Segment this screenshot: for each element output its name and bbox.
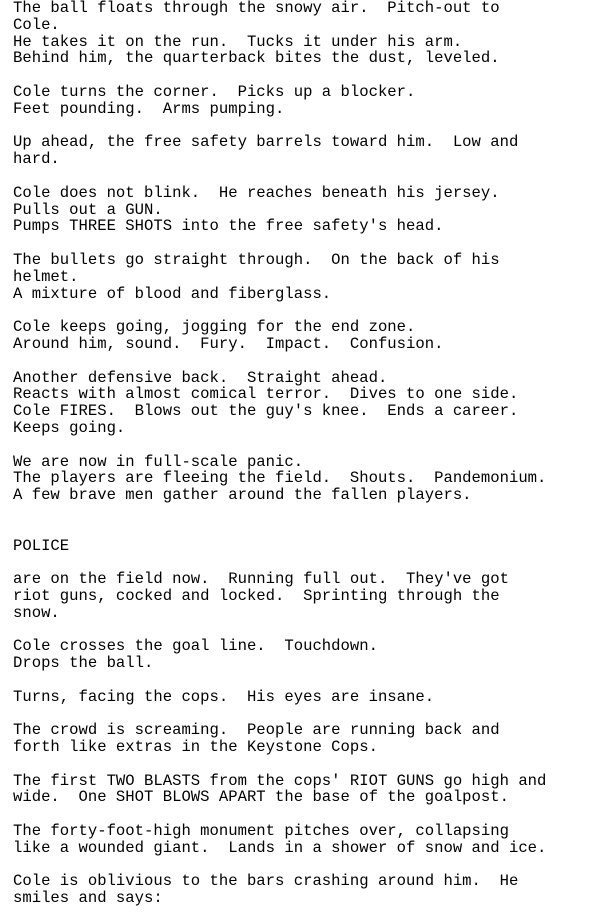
script-line: hard. xyxy=(13,150,60,169)
script-line: Up ahead, the free safety barrels toward him. Low and xyxy=(13,133,519,152)
action-paragraph xyxy=(13,0,600,67)
script-line: A mixture of blood and fiberglass. xyxy=(13,284,332,303)
script-line: Reacts with almost comical terror. Dives to one side. xyxy=(13,385,519,404)
script-line: Turns, facing the cops. His eyes are insane. xyxy=(13,687,435,706)
script-line: Keeps going. xyxy=(13,418,126,437)
action-paragraph xyxy=(13,454,600,504)
action-paragraph xyxy=(13,773,600,807)
script-line: The forty-foot-high monument pitches over, collapsing xyxy=(13,822,509,841)
script-line: Pumps THREE SHOTS into the free safety's head. xyxy=(13,217,444,236)
action-paragraph xyxy=(13,185,600,235)
action-paragraph xyxy=(13,134,600,168)
script-line: POLICE xyxy=(13,536,70,555)
script-line: A few brave men gather around the fallen players. xyxy=(13,486,472,505)
action-paragraph xyxy=(13,571,600,621)
action-paragraph xyxy=(13,873,600,907)
action-paragraph xyxy=(13,370,600,437)
scene-heading xyxy=(13,538,600,555)
script-line: forth like extras in the Keystone Cops. xyxy=(13,738,378,757)
script-line: Another defensive back. Straight ahead. xyxy=(13,368,388,387)
script-line: helmet. xyxy=(13,267,79,286)
script-line: He takes it on the run. Tucks it under his arm. xyxy=(13,32,463,51)
script-line: The ball floats through the snowy air. Pitch-out to xyxy=(13,0,500,17)
script-line: Cole FIRES. Blows out the guy's knee. Ends a career. xyxy=(13,402,519,421)
script-line: The players are fleeing the field. Shouts. Pandemonium. xyxy=(13,469,547,488)
action-paragraph xyxy=(13,319,600,353)
script-line: Drops the ball. xyxy=(13,654,154,673)
action-paragraph xyxy=(13,722,600,756)
script-line: Cole does not blink. He reaches beneath his jersey. xyxy=(13,183,500,202)
action-paragraph xyxy=(13,638,600,672)
script-line: Cole crosses the goal line. Touchdown. xyxy=(13,637,378,656)
script-line: are on the field now. Running full out. They've got xyxy=(13,570,509,589)
script-line: Pulls out a GUN. xyxy=(13,200,163,219)
script-line: The crowd is screaming. People are running back and xyxy=(13,721,500,740)
action-paragraph xyxy=(13,84,600,118)
script-line: Behind him, the quarterback bites the dust, leveled. xyxy=(13,49,500,68)
action-paragraph xyxy=(13,823,600,857)
script-line: riot guns, cocked and locked. Sprinting through the xyxy=(13,586,500,605)
script-line: We are now in full-scale panic. xyxy=(13,452,304,471)
script-line: Around him, sound. Fury. Impact. Confusion. xyxy=(13,334,444,353)
action-paragraph xyxy=(13,689,600,706)
script-line: The first TWO BLASTS from the cops' RIOT GUNS go high and xyxy=(13,771,547,790)
script-line: Cole turns the corner. Picks up a blocker. xyxy=(13,82,416,101)
script-line: Cole keeps going, jogging for the end zone. xyxy=(13,318,416,337)
screenplay-page xyxy=(13,0,600,924)
script-line: wide. One SHOT BLOWS APART the base of the goalpost. xyxy=(13,788,509,807)
script-line: smiles and says: xyxy=(13,889,163,908)
script-line: Cole. xyxy=(13,15,60,34)
script-line: The bullets go straight through. On the back of his xyxy=(13,250,500,269)
script-line: like a wounded giant. Lands in a shower of snow and ice. xyxy=(13,838,547,857)
script-line: snow. xyxy=(13,603,60,622)
action-paragraph xyxy=(13,252,600,302)
script-line: Feet pounding. Arms pumping. xyxy=(13,99,285,118)
script-line: Cole is oblivious to the bars crashing around him. He xyxy=(13,872,519,891)
